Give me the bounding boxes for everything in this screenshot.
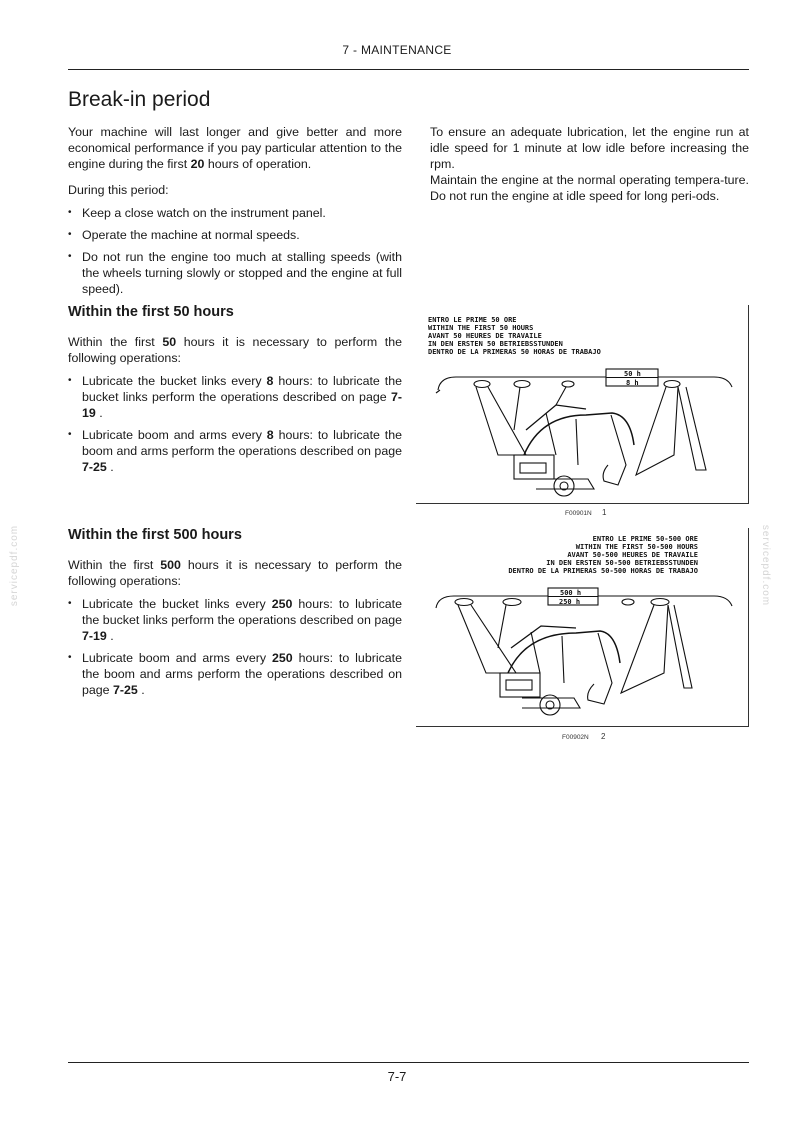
page-reference: 7-25 — [82, 460, 107, 474]
section-heading-50: Within the first 50 hours — [68, 304, 234, 320]
figure-50-hours — [416, 305, 749, 504]
figure-label: DENTRO DE LA PRIMERAS 50-500 HORAS DE TRABAJO — [508, 567, 698, 575]
figure-label: IN DEN ERSTEN 50 BETRIEBSSTUNDEN — [428, 340, 563, 348]
section-50-intro — [68, 334, 402, 366]
text: . — [106, 629, 114, 643]
figure-label: IN DEN ERSTEN 50-500 BETRIEBSSTUNDEN — [546, 559, 698, 567]
section-500-intro — [68, 557, 402, 589]
figure-label: AVANT 50-500 HEURES DE TRAVAILE — [567, 551, 698, 559]
interval-top-label: 50 h — [624, 370, 641, 378]
figure-label: WITHIN THE FIRST 50 HOURS — [428, 324, 534, 332]
text: Within the first — [68, 558, 161, 572]
figure-label: ENTRO LE PRIME 50-500 ORE — [592, 535, 698, 543]
hours-value: 8 — [266, 374, 274, 388]
watermark-left: servicepdf.com — [9, 524, 21, 607]
list-item — [68, 427, 402, 475]
list-item: • Operate the machine at normal speeds. — [68, 227, 402, 243]
figure-label: DENTRO DE LA PRIMERAS 50 HORAS DE TRABAJO — [428, 348, 601, 356]
figure-code: F00901N — [565, 510, 592, 517]
figure-number: 1 — [602, 508, 607, 517]
hours-value: 50 — [162, 335, 177, 349]
section-500-body — [68, 557, 402, 698]
text: . — [106, 460, 114, 474]
text: hours: to lubricate the bucket links perform the operations described on page — [82, 374, 402, 404]
page-reference: 7-19 — [82, 629, 107, 643]
intro-text: Your machine will last longer and give better and more economical performance if you pay particular attention to the engine during the first — [68, 125, 402, 171]
figure-label: AVANT 50 HEURES DE TRAVAILE — [428, 332, 542, 340]
hours-value: 8 — [266, 428, 274, 442]
text: . — [137, 683, 145, 697]
interval-top-label: 500 h — [560, 589, 582, 597]
text: hours it is necessary to perform the following operations: — [68, 558, 402, 588]
excavator-lubrication-diagram-500h — [416, 528, 748, 726]
intro-column — [68, 124, 402, 297]
page-reference: 7-19 — [82, 390, 402, 420]
figure-500-hours — [416, 528, 749, 727]
intro-paragraph — [68, 124, 402, 172]
header-rule — [68, 69, 749, 70]
footer-rule — [68, 1062, 749, 1063]
text: hours: to lubricate the boom and arms perform the operations described on page — [82, 651, 403, 697]
lubrication-column — [430, 124, 749, 204]
hours-value: 500 — [160, 558, 181, 572]
section-heading-500: Within the first 500 hours — [68, 527, 242, 543]
page-number: 7-7 — [387, 1069, 407, 1084]
figure-label: WITHIN THE FIRST 50-500 HOURS — [575, 543, 698, 551]
list-item — [68, 650, 402, 698]
hours-value: 250 — [271, 597, 293, 611]
figure-label: ENTRO LE PRIME 50 ORE — [428, 316, 517, 324]
text: Within the first — [68, 335, 163, 349]
page-reference: 7-25 — [113, 683, 138, 697]
figure-number: 2 — [601, 732, 606, 741]
hours-value: 250 — [272, 651, 293, 665]
temperature-paragraph: Maintain the engine at the normal operating tempera-ture. Do not run the engine at idle speed for long peri-ods. — [430, 173, 749, 203]
list-item — [68, 596, 402, 644]
list-item: • Do not run the engine too much at stalling speeds (with the wheels turning slowly or stopped and the engine at full speed). — [68, 249, 402, 297]
interval-bottom-label: 250 h — [559, 598, 581, 606]
text: Lubricate boom and arms every — [82, 651, 272, 665]
text: hours it is necessary to perform the following operations: — [68, 335, 402, 365]
text: Lubricate the bucket links every — [82, 597, 272, 611]
running-header: 7 - MAINTENANCE — [342, 43, 452, 57]
excavator-lubrication-diagram-50h — [416, 305, 748, 503]
text: Lubricate the bucket links every — [82, 374, 267, 388]
lubrication-paragraph: To ensure an adequate lubrication, let the engine run at idle speed for 1 minute at low idle before increasing the rpm. — [430, 125, 749, 171]
watermark-right: servicepdf.com — [760, 524, 772, 607]
text: Lubricate boom and arms every — [82, 428, 267, 442]
text: hours: to lubricate the boom and arms perform the operations described on page — [82, 428, 402, 458]
intro-text-end: hours of operation. — [204, 157, 312, 171]
list-item: • Keep a close watch on the instrument panel. — [68, 205, 402, 221]
text: . — [95, 406, 103, 420]
interval-bottom-label: 8 h — [626, 379, 639, 387]
section-50-body — [68, 334, 402, 475]
during-label: During this period: — [68, 183, 169, 197]
figure-code: F00902N — [562, 734, 589, 741]
text: hours: to lubricate the bucket links perform the operations described on page — [82, 597, 402, 627]
intro-hours: 20 — [190, 157, 205, 171]
page-title: Break-in period — [68, 88, 211, 111]
list-item — [68, 373, 402, 421]
